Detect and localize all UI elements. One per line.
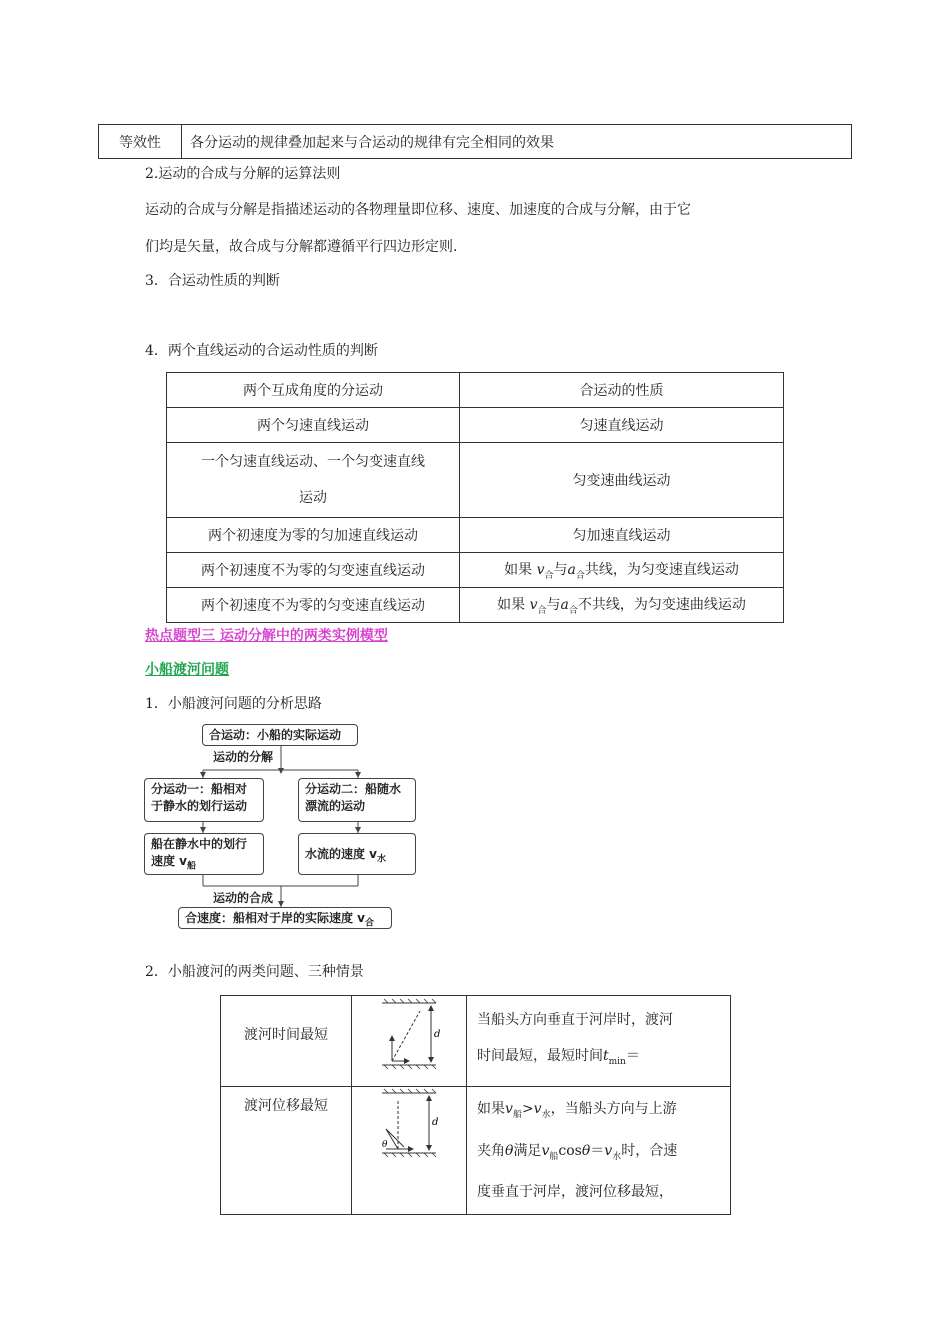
flow-sub2-box: 分运动二：船随水 漂流的运动: [298, 778, 416, 822]
equivalence-label: 等效性: [99, 125, 182, 159]
table-cell: 匀速直线运动: [460, 408, 784, 443]
flow-v2-box: 水流的速度 $v_水$: [298, 833, 416, 875]
scenario-label: 渡河时间最短: [221, 996, 352, 1087]
scenario-text: 当船头方向垂直于河岸时，渡河 时间最短，最短时间$t_{min}=$: [467, 996, 731, 1087]
table-row: [167, 588, 784, 623]
scenario-label: 渡河位移最短: [221, 1086, 352, 1215]
table-header: 合运动的性质: [460, 373, 784, 408]
table-cell: [167, 443, 460, 518]
table-header: 两个互成角度的分运动: [167, 373, 460, 408]
table-row: [221, 996, 731, 1087]
hot-topic-heading: 热点题型三 运动分解中的两类实例模型: [145, 628, 388, 644]
table-row: [221, 1086, 731, 1215]
flow-decompose-label: 运动的分解: [213, 750, 274, 764]
scenario-diagram-time: [352, 996, 467, 1087]
section2-line1: 运动的合成与分解是指描述运动的各物理量即位移、速度、加速度的合成与分解，由于它: [145, 202, 691, 218]
section3-title: 3．合运动性质的判断: [145, 273, 280, 289]
river-width-label: d: [434, 1028, 441, 1040]
flow-sub1-box: 分运动一：船相对 于静水的划行运动: [144, 778, 264, 822]
equivalence-table: [98, 124, 852, 159]
table-cell: 匀加速直线运动: [460, 518, 784, 553]
section2-title: 2.运动的合成与分解的运算法则: [145, 166, 341, 182]
table-row: [167, 443, 784, 518]
motion-property-table: [166, 372, 784, 623]
scenario-text: 如果$v_船>v_水$，当船头方向与上游 夹角θ满足$v_船\cos\theta=v_水$时，合速 度垂直于河岸，渡河位移最短，: [467, 1086, 731, 1215]
section4-title: 4．两个直线运动的合运动性质的判断: [145, 343, 378, 359]
flow-v1-box: 船在静水中的划行 速度 $v_船$: [144, 833, 264, 875]
flow-compose-label: 运动的合成: [213, 891, 274, 905]
table-row: [167, 553, 784, 588]
boat2-title: 2．小船渡河的两类问题、三种情景: [145, 964, 364, 980]
equivalence-content: 各分运动的规律叠加起来与合运动的规律有完全相同的效果: [182, 125, 852, 159]
river-width-label: d: [432, 1116, 439, 1128]
table-cell: 如果 $v_合$与$a_合$不共线，为匀变速曲线运动: [460, 588, 784, 623]
table-cell: 两个初速度不为零的匀变速直线运动: [167, 553, 460, 588]
boat1-title: 1．小船渡河问题的分析思路: [145, 696, 322, 712]
flow-top-box: 合运动：小船的实际运动: [202, 724, 358, 746]
river-time-diagram: [352, 997, 466, 1081]
table-row: [167, 518, 784, 553]
scenario-diagram-displacement: [352, 1086, 467, 1215]
table-cell: 如果 $v_合$与$a_合$共线，为匀变速直线运动: [460, 553, 784, 588]
section2-line2: 们均是矢量，故合成与分解都遵循平行四边形定则.: [145, 239, 458, 255]
table-cell-line: 一个匀速直线运动、一个匀变速直线: [201, 454, 425, 470]
boat-scenario-table: [220, 995, 731, 1215]
river-displacement-diagram: [352, 1087, 466, 1165]
table-cell-line: 运动: [299, 490, 327, 506]
flow-result-box: 合速度：船相对于岸的实际速度 $v_合$: [178, 907, 392, 929]
table-cell: 两个初速度不为零的匀变速直线运动: [167, 588, 460, 623]
angle-label: θ: [382, 1139, 388, 1150]
table-cell: 两个初速度为零的匀加速直线运动: [167, 518, 460, 553]
table-cell: 匀变速曲线运动: [460, 443, 784, 518]
table-header-row: [167, 373, 784, 408]
table-cell: 两个匀速直线运动: [167, 408, 460, 443]
table-row: [167, 408, 784, 443]
boat-crossing-heading: 小船渡河问题: [145, 662, 229, 678]
